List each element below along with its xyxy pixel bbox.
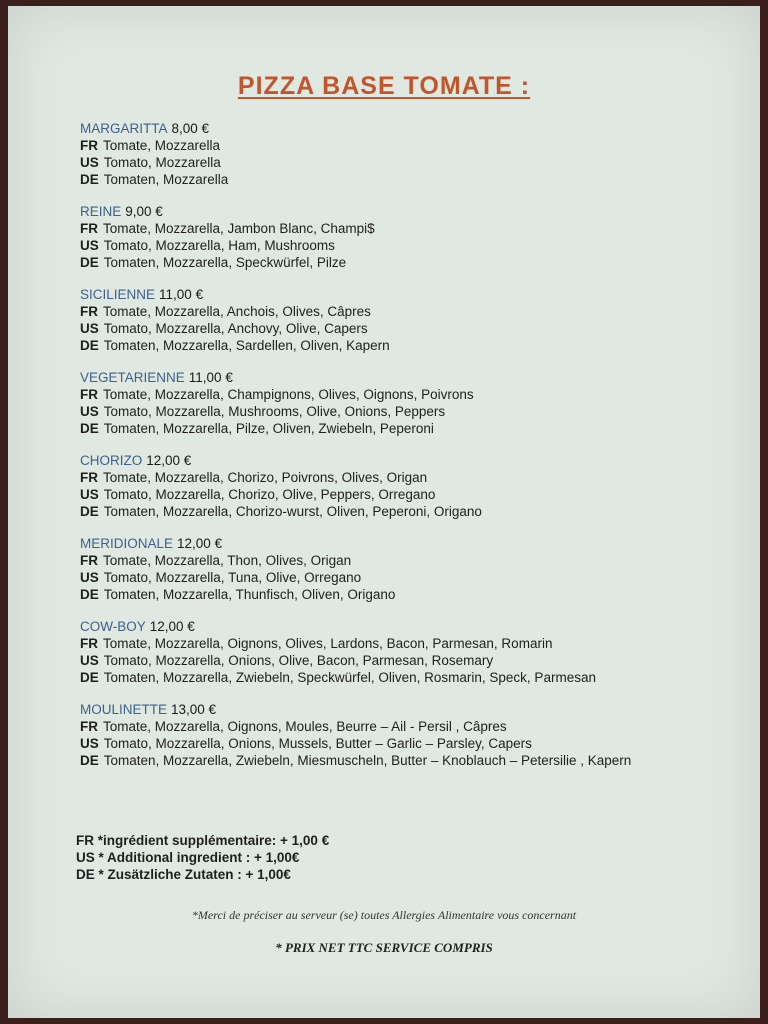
pizza-list: [80, 121, 740, 785]
menu-title: PIZZA BASE TOMATE :: [237, 72, 531, 100]
ingredients-fr: Tomate, Mozzarella, Anchois, Olives, Câpres: [103, 304, 371, 319]
ingredients-fr: Tomate, Mozzarella, Chorizo, Poivrons, Olives, Origan: [103, 470, 428, 485]
ingredients-de: Tomaten, Mozzarella, Zwiebeln, Speckwürfel, Oliven, Rosmarin, Speck, Parmesan: [103, 670, 596, 685]
pizza-margaritta: [80, 121, 740, 188]
lang-de: DE: [80, 587, 99, 602]
pizza-price: 9,00 €: [125, 204, 163, 219]
extra-fr: FR *ingrédient supplémentaire: + 1,00 €: [76, 833, 330, 848]
pizza-vegetarienne: [80, 370, 740, 437]
lang-us: US: [80, 155, 99, 170]
prix-note: * PRIX NET TTC SERVICE COMPRIS: [275, 940, 493, 955]
ingredients-de: Tomaten, Mozzarella, Zwiebeln, Miesmuscheln, Butter – Knoblauch – Petersilie , Kapern: [103, 753, 632, 768]
lang-de: DE: [80, 753, 99, 768]
lang-de: DE: [80, 670, 99, 685]
pizza-price: 11,00 €: [188, 370, 233, 385]
pizza-name: REINE: [80, 204, 122, 219]
pizza-reine: [80, 204, 740, 271]
ingredients-us: Tomato, Mozzarella, Tuna, Olive, Orregano: [103, 570, 362, 585]
pizza-price: 13,00 €: [171, 702, 217, 717]
lang-de: DE: [80, 172, 99, 187]
pizza-price: 8,00 €: [171, 121, 210, 136]
pizza-price: 12,00 €: [177, 536, 223, 551]
ingredients-de: Tomaten, Mozzarella, Sardellen, Oliven, Kapern: [103, 338, 390, 353]
lang-us: US: [80, 570, 99, 585]
lang-de: DE: [80, 421, 99, 436]
lang-us: US: [80, 238, 99, 253]
ingredients-de: Tomaten, Mozzarella, Chorizo-wurst, Oliven, Peperoni, Origano: [103, 504, 482, 519]
lang-fr: FR: [80, 221, 98, 236]
extra-de: DE * Zusätzliche Zutaten : + 1,00€: [76, 867, 291, 882]
pizza-name: MARGARITTA: [80, 121, 168, 136]
pizza-name: MOULINETTE: [80, 702, 168, 717]
lang-fr: FR: [80, 636, 98, 651]
ingredients-fr: Tomate, Mozzarella: [103, 138, 221, 153]
pizza-name: VEGETARIENNE: [80, 370, 185, 385]
ingredients-fr: Tomate, Mozzarella, Thon, Olives, Origan: [103, 553, 352, 568]
extras-section: [76, 832, 329, 883]
ingredients-de: Tomaten, Mozzarella, Thunfisch, Oliven, Origano: [103, 587, 396, 602]
ingredients-us: Tomato, Mozzarella, Onions, Mussels, Butter – Garlic – Parsley, Capers: [103, 736, 532, 751]
lang-us: US: [80, 321, 99, 336]
lang-de: DE: [80, 255, 99, 270]
pizza-sicilienne: [80, 287, 740, 354]
lang-de: DE: [80, 504, 99, 519]
pizza-name: MERIDIONALE: [80, 536, 174, 551]
ingredients-fr: Tomate, Mozzarella, Champignons, Olives, Oignons, Poivrons: [103, 387, 474, 402]
menu-page: [8, 6, 760, 1018]
pizza-moulinette: [80, 702, 740, 769]
lang-us: US: [80, 736, 99, 751]
lang-fr: FR: [80, 719, 98, 734]
ingredients-us: Tomato, Mozzarella, Mushrooms, Olive, Onions, Peppers: [103, 404, 446, 419]
pizza-price: 11,00 €: [159, 287, 204, 302]
pizza-meridionale: [80, 536, 740, 603]
ingredients-us: Tomato, Mozzarella: [103, 155, 221, 170]
lang-fr: FR: [80, 553, 98, 568]
ingredients-de: Tomaten, Mozzarella, Pilze, Oliven, Zwiebeln, Peperoni: [103, 421, 434, 436]
pizza-price: 12,00 €: [149, 619, 195, 634]
allergy-note: *Merci de préciser au serveur (se) toutes Allergies Alimentaire vous concernant: [191, 908, 577, 922]
lang-us: US: [80, 653, 99, 668]
pizza-price: 12,00 €: [146, 453, 192, 468]
lang-us: US: [80, 487, 99, 502]
lang-de: DE: [80, 338, 99, 353]
pizza-name: CHORIZO: [80, 453, 143, 468]
ingredients-de: Tomaten, Mozzarella: [103, 172, 229, 187]
ingredients-us: Tomato, Mozzarella, Onions, Olive, Bacon, Parmesan, Rosemary: [103, 653, 494, 668]
ingredients-fr: Tomate, Mozzarella, Jambon Blanc, Champi$: [103, 221, 375, 236]
ingredients-fr: Tomate, Mozzarella, Oignons, Olives, Lardons, Bacon, Parmesan, Romarin: [103, 636, 553, 651]
extra-us: US * Additional ingredient : + 1,00€: [76, 850, 300, 865]
lang-us: US: [80, 404, 99, 419]
lang-fr: FR: [80, 304, 98, 319]
pizza-name: COW-BOY: [80, 619, 146, 634]
lang-fr: FR: [80, 470, 98, 485]
lang-fr: FR: [80, 138, 98, 153]
ingredients-us: Tomato, Mozzarella, Chorizo, Olive, Peppers, Orregano: [103, 487, 436, 502]
pizza-cow-boy: [80, 619, 740, 686]
pizza-name: SICILIENNE: [80, 287, 156, 302]
ingredients-de: Tomaten, Mozzarella, Speckwürfel, Pilze: [103, 255, 347, 270]
ingredients-us: Tomato, Mozzarella, Anchovy, Olive, Capers: [103, 321, 368, 336]
ingredients-fr: Tomate, Mozzarella, Oignons, Moules, Beurre – Ail - Persil , Câpres: [103, 719, 507, 734]
lang-fr: FR: [80, 387, 98, 402]
ingredients-us: Tomato, Mozzarella, Ham, Mushrooms: [103, 238, 335, 253]
pizza-chorizo: [80, 453, 740, 520]
